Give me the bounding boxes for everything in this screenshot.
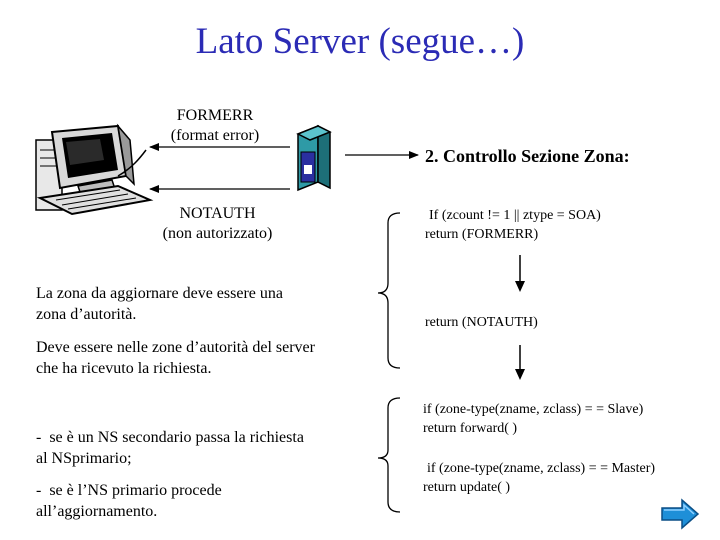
master-condition: if (zone-type(zname, zclass) = = Master) <box>427 461 656 476</box>
slave-condition: if (zone-type(zname, zclass) = = Slave) <box>423 402 644 417</box>
bullet-marker: - <box>36 482 42 499</box>
bullet-marker: - <box>36 429 42 446</box>
zone-authority-line: zona d’autorità. <box>36 306 137 323</box>
bullet-list <box>36 427 376 522</box>
master-return: return update( ) <box>423 480 511 495</box>
bullet-text-cont: al NSprimario; <box>36 450 132 467</box>
brace-upper <box>378 213 400 368</box>
check1-text <box>425 206 715 244</box>
down-arrow-1 <box>515 255 525 292</box>
zone-authority-text <box>36 283 366 325</box>
down-arrow-2 <box>515 345 525 380</box>
bullet-text-cont: all’aggiornamento. <box>36 503 158 520</box>
bullet-item <box>36 480 376 522</box>
computer-icon <box>36 126 150 214</box>
server-icon <box>298 126 330 190</box>
server-authority-line: Deve essere nelle zone d’autorità del server <box>36 339 315 356</box>
check1-return: return (FORMERR) <box>425 227 539 242</box>
next-slide-button[interactable] <box>660 497 700 531</box>
bullet-item <box>36 427 376 469</box>
bullet-text: se è un NS secondario passa la richiesta <box>49 429 304 446</box>
server-authority-text <box>36 337 376 379</box>
slave-check <box>423 400 718 438</box>
notauth-name: NOTAUTH <box>179 205 256 222</box>
slave-return: return forward( ) <box>423 421 518 436</box>
master-check <box>423 459 718 497</box>
notauth-desc: (non autorizzato) <box>162 225 273 242</box>
notauth-label <box>145 204 290 244</box>
zone-control-heading: 2. Controllo Sezione Zona: <box>425 146 630 166</box>
formerr-name: FORMERR <box>176 107 254 124</box>
page-title: Lato Server (segue…) <box>195 21 525 62</box>
brace-lower <box>378 398 400 512</box>
server-authority-line: che ha ricevuto la richiesta. <box>36 360 212 377</box>
check1-condition: If (zcount != 1 || ztype = SOA) <box>429 208 601 223</box>
bullet-text: se è l’NS primario procede <box>49 482 222 499</box>
check2-return: return (NOTAUTH) <box>425 315 538 330</box>
formerr-desc: (format error) <box>170 127 260 144</box>
formerr-label <box>150 106 280 146</box>
zone-authority-line: La zona da aggiornare deve essere una <box>36 285 283 302</box>
next-arrow-icon <box>660 497 700 531</box>
